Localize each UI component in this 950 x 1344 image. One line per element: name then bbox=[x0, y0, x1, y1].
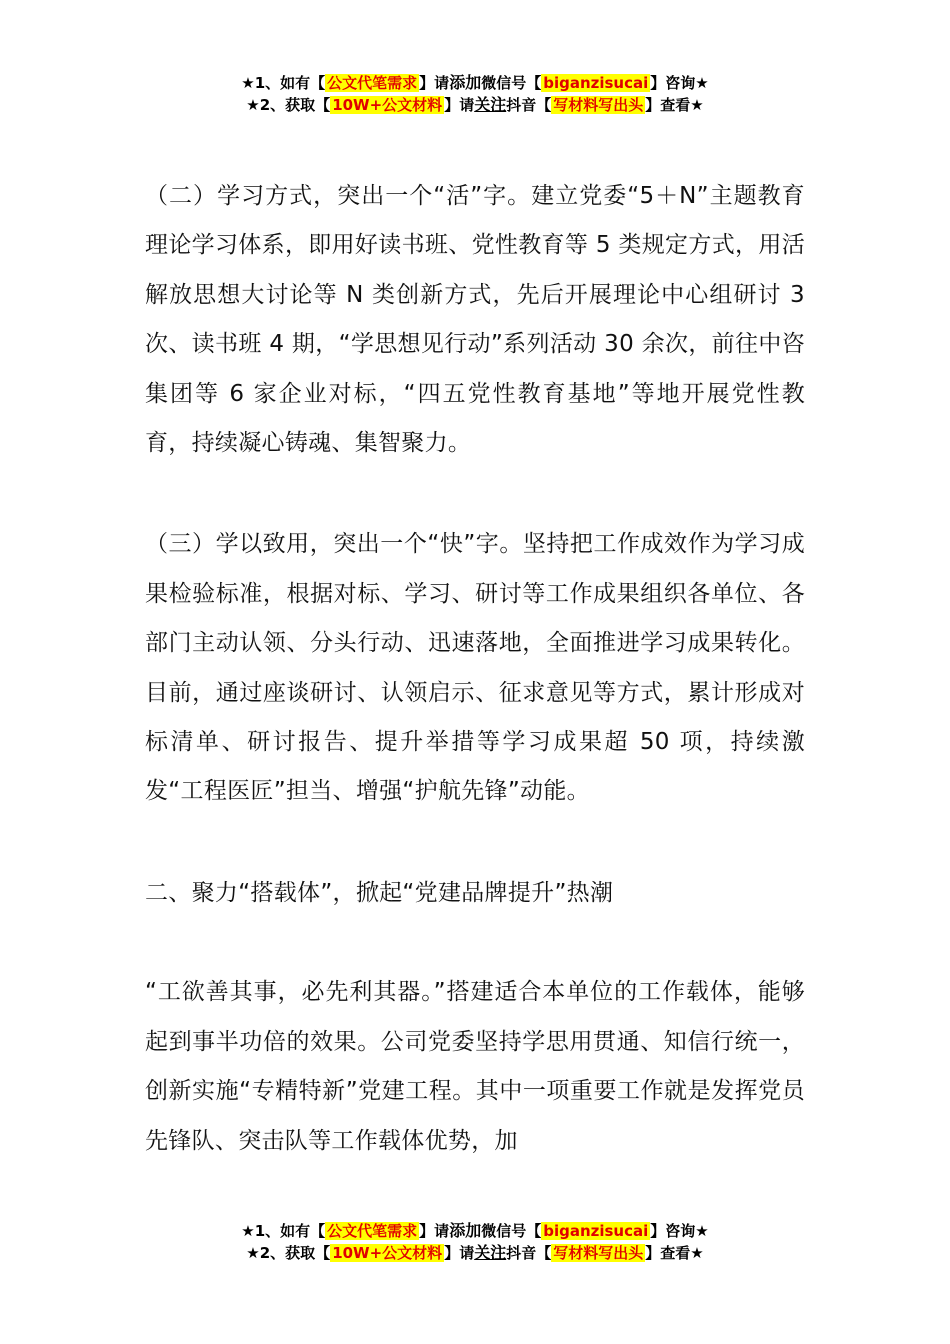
banner-emphasis: 添加 bbox=[449, 1221, 482, 1240]
banner-line-1 bbox=[0, 1220, 950, 1242]
banner-text: 抖音【 bbox=[506, 1244, 552, 1262]
banner-highlight: biganzisucai bbox=[543, 1222, 649, 1240]
banner-text: 】请 bbox=[444, 1244, 475, 1262]
banner-text: 微信号【 bbox=[481, 74, 542, 92]
banner-highlight: 写材料写出头 bbox=[553, 1244, 644, 1262]
banner-highlight: 公文代笔需求 bbox=[327, 1222, 418, 1240]
paragraph-apply-learning: （三）学以致用，突出一个“快”字。坚持把工作成效作为学习成果检验标准，根据对标、学习、研讨等工作成果组织各单位、各部门主动认领、分头行动、迅速落地，全面推进学习成果转化。目前，通过座谈研讨、认领启示、征求意见等方式，累计形成对标清单、研讨报告、提升举措等学习成果超 50 项，持续激发“工程医匠”担当、增强“护航先锋”动能。 bbox=[145, 531, 805, 805]
banner-text: 】请 bbox=[444, 96, 475, 114]
banner-text: 微信号【 bbox=[481, 1222, 542, 1240]
banner-text: 抖音【 bbox=[506, 96, 552, 114]
banner-highlight: 10W+公文材料 bbox=[332, 1244, 443, 1262]
banner-text: 】咨询★ bbox=[650, 74, 709, 92]
banner-highlight: 10W+公文材料 bbox=[332, 96, 443, 114]
bottom-banner bbox=[0, 1220, 950, 1264]
section-heading: 二、聚力“搭载体”，掀起“党建品牌提升”热潮 bbox=[145, 879, 614, 906]
banner-highlight: 写材料写出头 bbox=[553, 96, 644, 114]
banner-emphasis: 关注 bbox=[474, 95, 507, 114]
banner-text: 】查看★ bbox=[645, 96, 704, 114]
banner-text: ★2、获取【 bbox=[246, 96, 331, 114]
paragraph-carrier: “工欲善其事，必先利其器。”搭建适合本单位的工作载体，能够起到事半功倍的效果。公司党委坚持学思用贯通、知信行统一，创新实施“专精特新”党建工程。其中一项重要工作就是发挥党员先锋队、突击队等工作载体优势，加 bbox=[145, 979, 805, 1154]
document-body bbox=[145, 172, 805, 1218]
banner-text: ★2、获取【 bbox=[246, 1244, 331, 1262]
banner-line-1 bbox=[0, 72, 950, 94]
banner-text: ★1、如有【 bbox=[241, 1222, 326, 1240]
banner-text: 】请 bbox=[419, 74, 450, 92]
banner-emphasis: 关注 bbox=[474, 1243, 507, 1262]
paragraph-learning-method: （二）学习方式，突出一个“活”字。建立党委“5＋N”主题教育理论学习体系，即用好读书班、党性教育等 5 类规定方式，用活解放思想大讨论等 N 类创新方式，先后开展理论中心组研讨 3 次、读书班 4 期，“学思想见行动”系列活动 30 余次，前往中咨集团等 6 家企业对标，“四五党性教育基地”等地开展党性教育，持续凝心铸魂、集智聚力。 bbox=[145, 183, 805, 457]
banner-text: 】咨询★ bbox=[650, 1222, 709, 1240]
banner-text: 】请 bbox=[419, 1222, 450, 1240]
banner-highlight: 公文代笔需求 bbox=[327, 74, 418, 92]
banner-emphasis: 添加 bbox=[449, 73, 482, 92]
banner-line-2 bbox=[0, 94, 950, 116]
banner-line-2 bbox=[0, 1242, 950, 1264]
banner-highlight: biganzisucai bbox=[543, 74, 649, 92]
banner-text: ★1、如有【 bbox=[241, 74, 326, 92]
top-banner bbox=[0, 72, 950, 116]
banner-text: 】查看★ bbox=[645, 1244, 704, 1262]
